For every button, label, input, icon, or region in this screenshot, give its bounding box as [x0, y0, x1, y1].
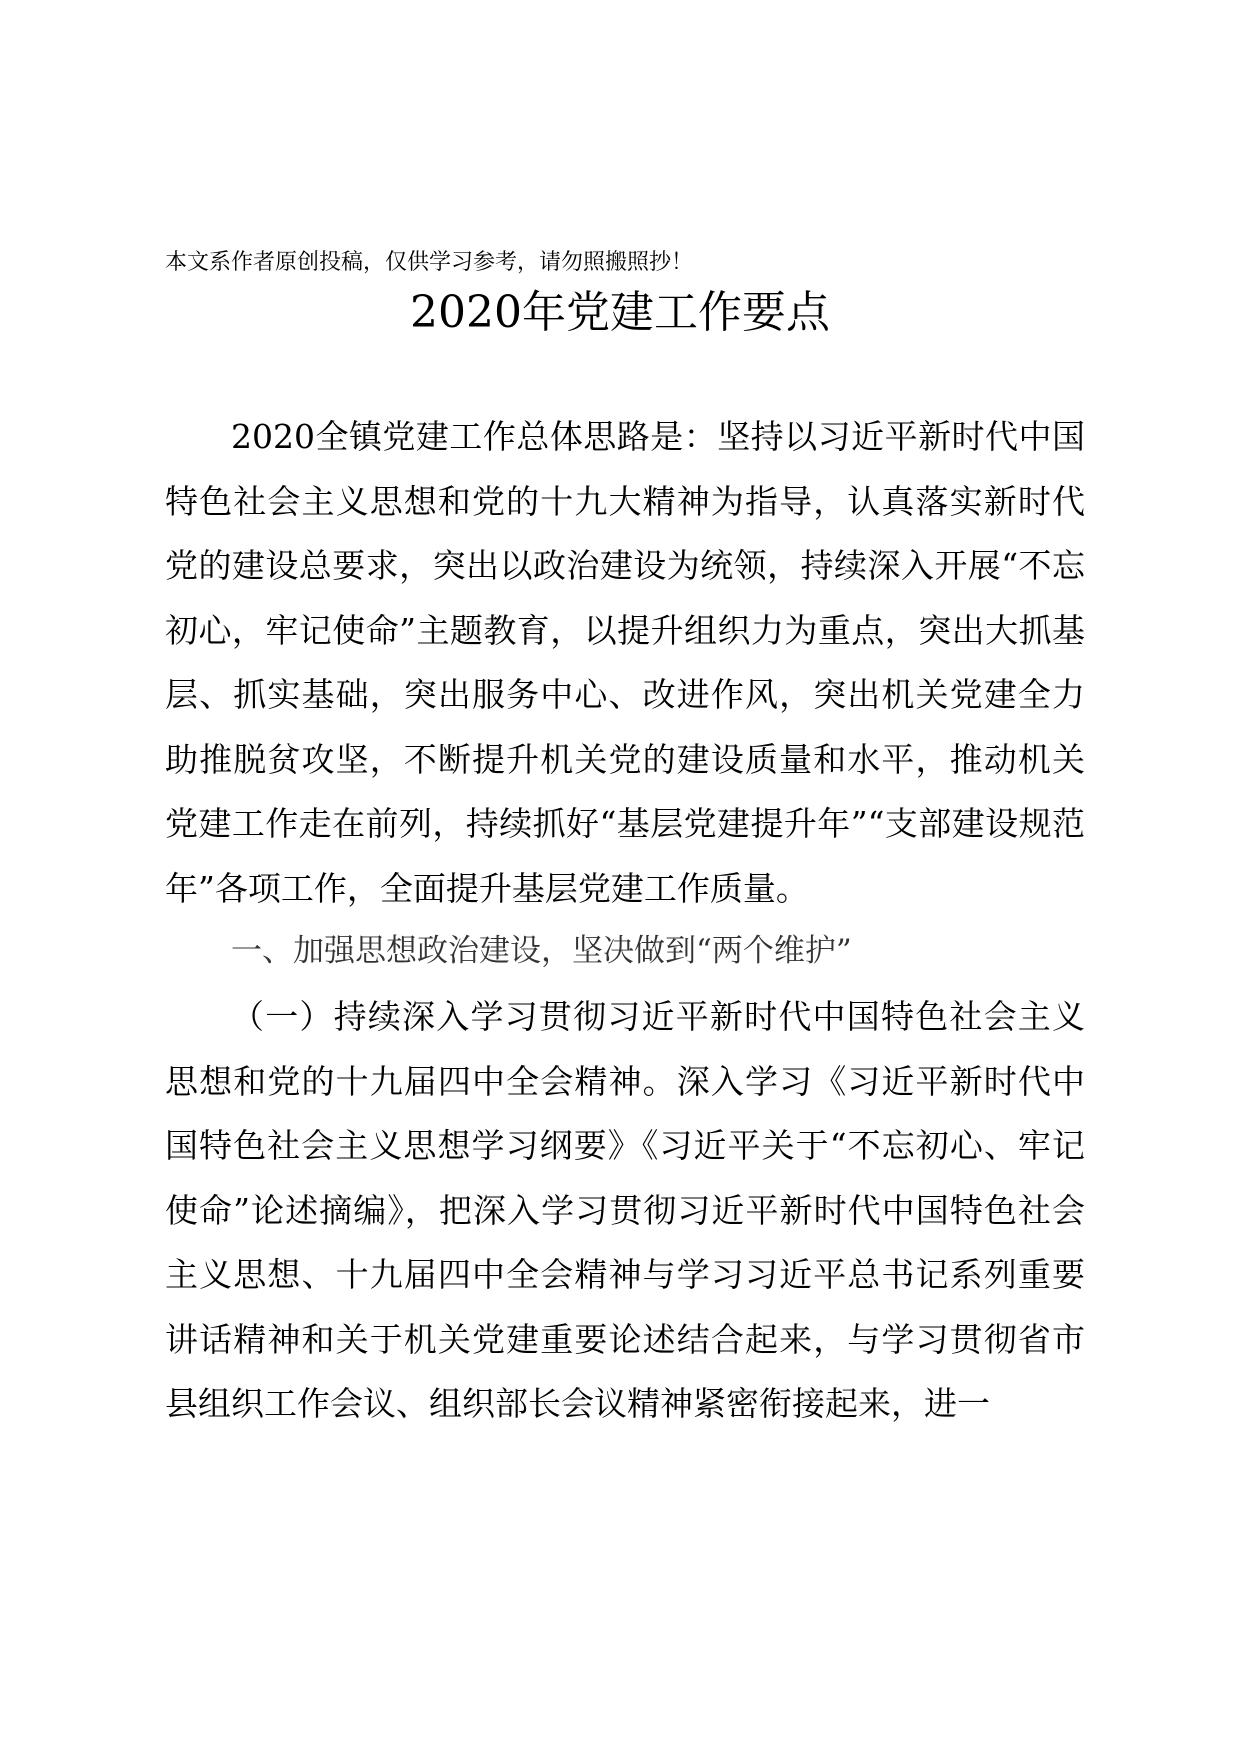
- subsection-paragraph-1: （一）持续深入学习贯彻习近平新时代中国特色社会主义思想和党的十九届四中全会精神。深入学习《习近平新时代中国特色社会主义思想学习纲要》《习近平关于“不忘初心、牢记使命”论述摘编》，把深入学习贯彻习近平新时代中国特色社会主义思想、十九届四中全会精神与学习习近平总书记系列重要讲话精神和关于机关党建重要论述结合起来，与学习贯彻省市县组织工作会议、组织部长会议精神紧密衔接起来，进一: [165, 997, 1085, 1423]
- overview-paragraph: 2020全镇党建工作总体思路是：坚持以习近平新时代中国特色社会主义思想和党的十九大精神为指导，认真落实新时代党的建设总要求，突出以政治建设为统领，持续深入开展“不忘初心，牢记使命”主题教育，以提升组织力为重点，突出大抓基层、抓实基础，突出服务中心、改进作风，突出机关党建全力助推脱贫攻坚，不断提升机关党的建设质量和水平，推动机关党建工作走在前列，持续抓好“基层党建提升年”“支部建设规范年”各项工作，全面提升基层党建工作质量。: [165, 417, 1085, 908]
- document-title: 2020年党建工作要点: [410, 287, 830, 338]
- section-heading-1: 一、加强思想政治建设，坚决做到“两个维护”: [231, 933, 852, 969]
- author-notice: 本文系作者原创投稿，仅供学习参考，请勿照搬照抄！: [165, 250, 694, 275]
